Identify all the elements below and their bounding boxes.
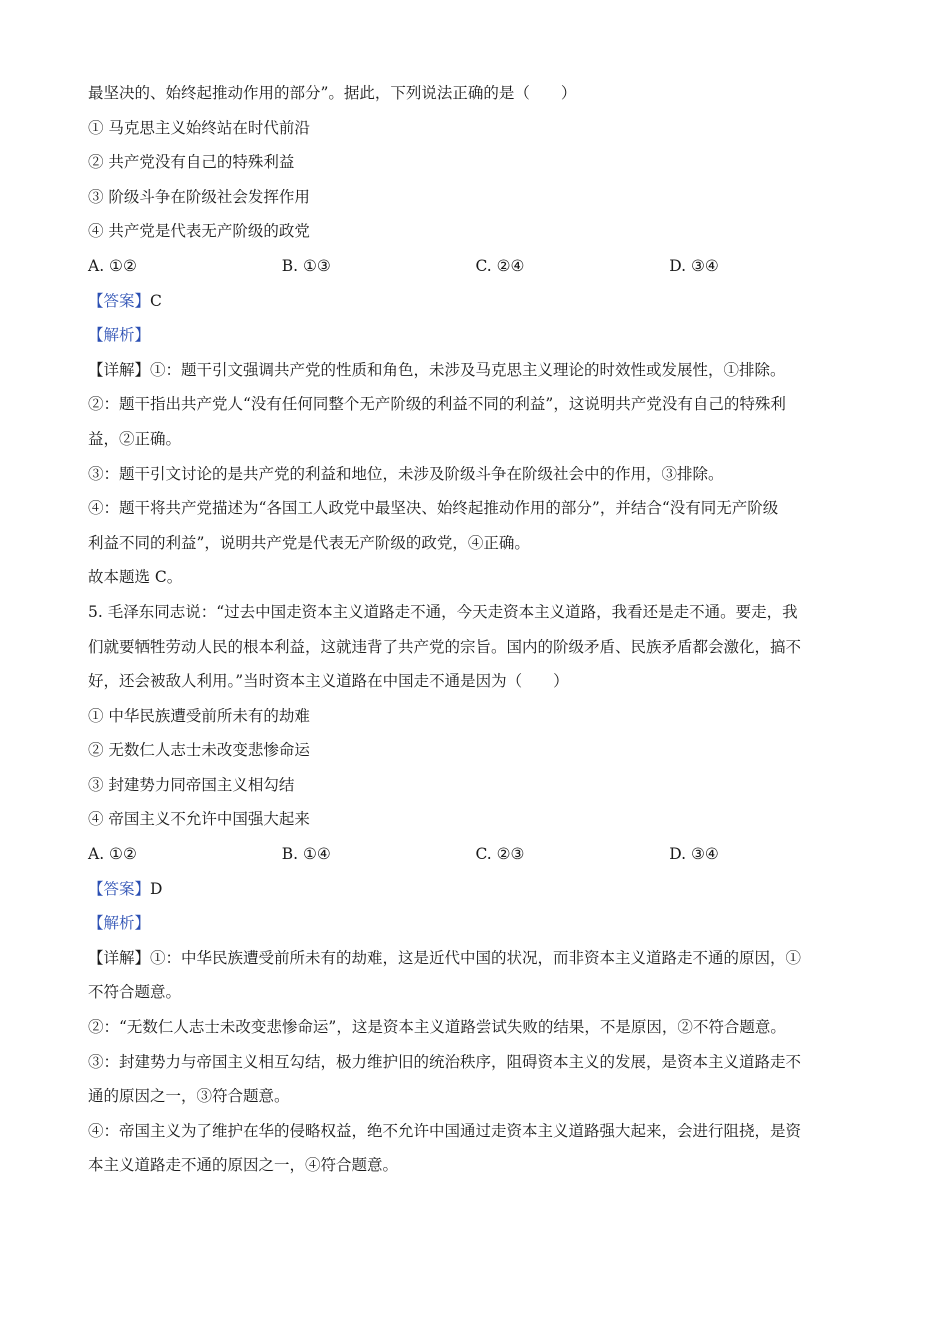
- q4-detail-text-1: ①：题干引文强调共产党的性质和角色，未涉及马克思主义理论的时效性或发展性，①排除。: [150, 360, 786, 379]
- q5-detail-line-7: 本主义道路走不通的原因之一，④符合题意。: [88, 1156, 399, 1175]
- q5-analysis-tag: 【解析】: [88, 914, 151, 933]
- q5-stem-line-2: 们就要牺牲劳动人民的根本利益，这就违背了共产党的宗旨。国内的阶级矛盾、民族矛盾都会激化，搞不: [88, 637, 802, 656]
- q5-stem-line-3: 好，还会被敌人利用。”当时资本主义道路在中国走不通是因为（ ）: [88, 672, 569, 691]
- q5-options: [88, 837, 863, 872]
- q4-detail-line-5: ④：题干将共产党描述为“各国工人政党中最坚决、始终起推动作用的部分”，并结合“没有同无产阶级: [88, 499, 779, 518]
- q5-item-3: ③ 封建势力同帝国主义相勾结: [88, 775, 295, 794]
- q5-detail-line-3: ②：“无数仁人志士未改变悲惨命运”，这是资本主义道路尝试失败的结果，不是原因，②不符合题意。: [88, 1018, 786, 1037]
- q5-answer: [88, 872, 863, 907]
- q4-item-1: ① 马克思主义始终站在时代前沿: [88, 118, 310, 137]
- q4-detail-line-2: ②：题干指出共产党人“没有任何同整个无产阶级的利益不同的利益”，这说明共产党没有自己的特殊利: [88, 395, 786, 414]
- q4-item-3: ③ 阶级斗争在阶级社会发挥作用: [88, 187, 310, 206]
- page-content: [88, 76, 863, 1183]
- q4-analysis-tag: 【解析】: [88, 326, 151, 345]
- q4-detail-line-1: [88, 353, 863, 388]
- q4-options: [88, 249, 863, 284]
- q4-option-d: D. ③④: [669, 256, 719, 275]
- q4-option-c: C. ②④: [475, 256, 525, 275]
- q5-detail-line-4: ③：封建势力与帝国主义相互勾结，极力维护旧的统治秩序，阻碍资本主义的发展，是资本主义道路走不: [88, 1052, 802, 1071]
- q5-stem-line-1: 5. 毛泽东同志说：“过去中国走资本主义道路走不通，今天走资本主义道路，我看还是走不通。要走，我: [88, 602, 798, 621]
- q4-answer: [88, 284, 863, 319]
- q4-detail-tag: 【详解】: [88, 360, 151, 379]
- q4-detail-line-6: 利益不同的利益”，说明共产党是代表无产阶级的政党，④正确。: [88, 533, 530, 552]
- q4-option-a: A. ①②: [88, 256, 137, 275]
- q5-option-a: A. ①②: [88, 845, 137, 864]
- q4-detail-line-4: ③：题干引文讨论的是共产党的利益和地位，未涉及阶级斗争在阶级社会中的作用，③排除。: [88, 464, 724, 483]
- q5-item-1: ① 中华民族遭受前所未有的劫难: [88, 706, 310, 725]
- q4-conclusion: 故本题选 C。: [88, 568, 183, 587]
- q5-option-d: D. ③④: [669, 845, 719, 864]
- q5-option-c: C. ②③: [475, 845, 525, 864]
- q5-detail-line-2: 不符合题意。: [88, 983, 182, 1002]
- q5-analysis-heading: [88, 906, 863, 941]
- q5-option-b: B. ①④: [281, 845, 331, 864]
- q4-stem-tail: 最坚决的、始终起推动作用的部分”。据此，下列说法正确的是（ ）: [88, 84, 577, 102]
- q4-answer-value: C: [150, 291, 162, 310]
- q4-option-b: B. ①③: [281, 256, 331, 275]
- q5-detail-tag: 【详解】: [88, 948, 151, 967]
- q5-item-4: ④ 帝国主义不允许中国强大起来: [88, 810, 310, 829]
- q5-detail-line-1: [88, 941, 863, 976]
- q5-detail-line-5: 通的原因之一，③符合题意。: [88, 1087, 290, 1106]
- q4-item-4: ④ 共产党是代表无产阶级的政党: [88, 222, 310, 241]
- q4-analysis-heading: [88, 318, 863, 353]
- q5-detail-text-1: ①：中华民族遭受前所未有的劫难，这是近代中国的状况，而非资本主义道路走不通的原因，①: [150, 948, 802, 967]
- q5-item-2: ② 无数仁人志士未改变悲惨命运: [88, 741, 310, 760]
- q4-detail-line-3: 益，②正确。: [88, 429, 182, 448]
- q5-answer-value: D: [150, 879, 163, 898]
- q5-answer-tag: 【答案】: [88, 879, 151, 898]
- q5-detail-line-6: ④：帝国主义为了维护在华的侵略权益，绝不允许中国通过走资本主义道路强大起来，会进行阻挠，是资: [88, 1121, 802, 1140]
- q4-item-2: ② 共产党没有自己的特殊利益: [88, 153, 295, 172]
- q4-answer-tag: 【答案】: [88, 291, 151, 310]
